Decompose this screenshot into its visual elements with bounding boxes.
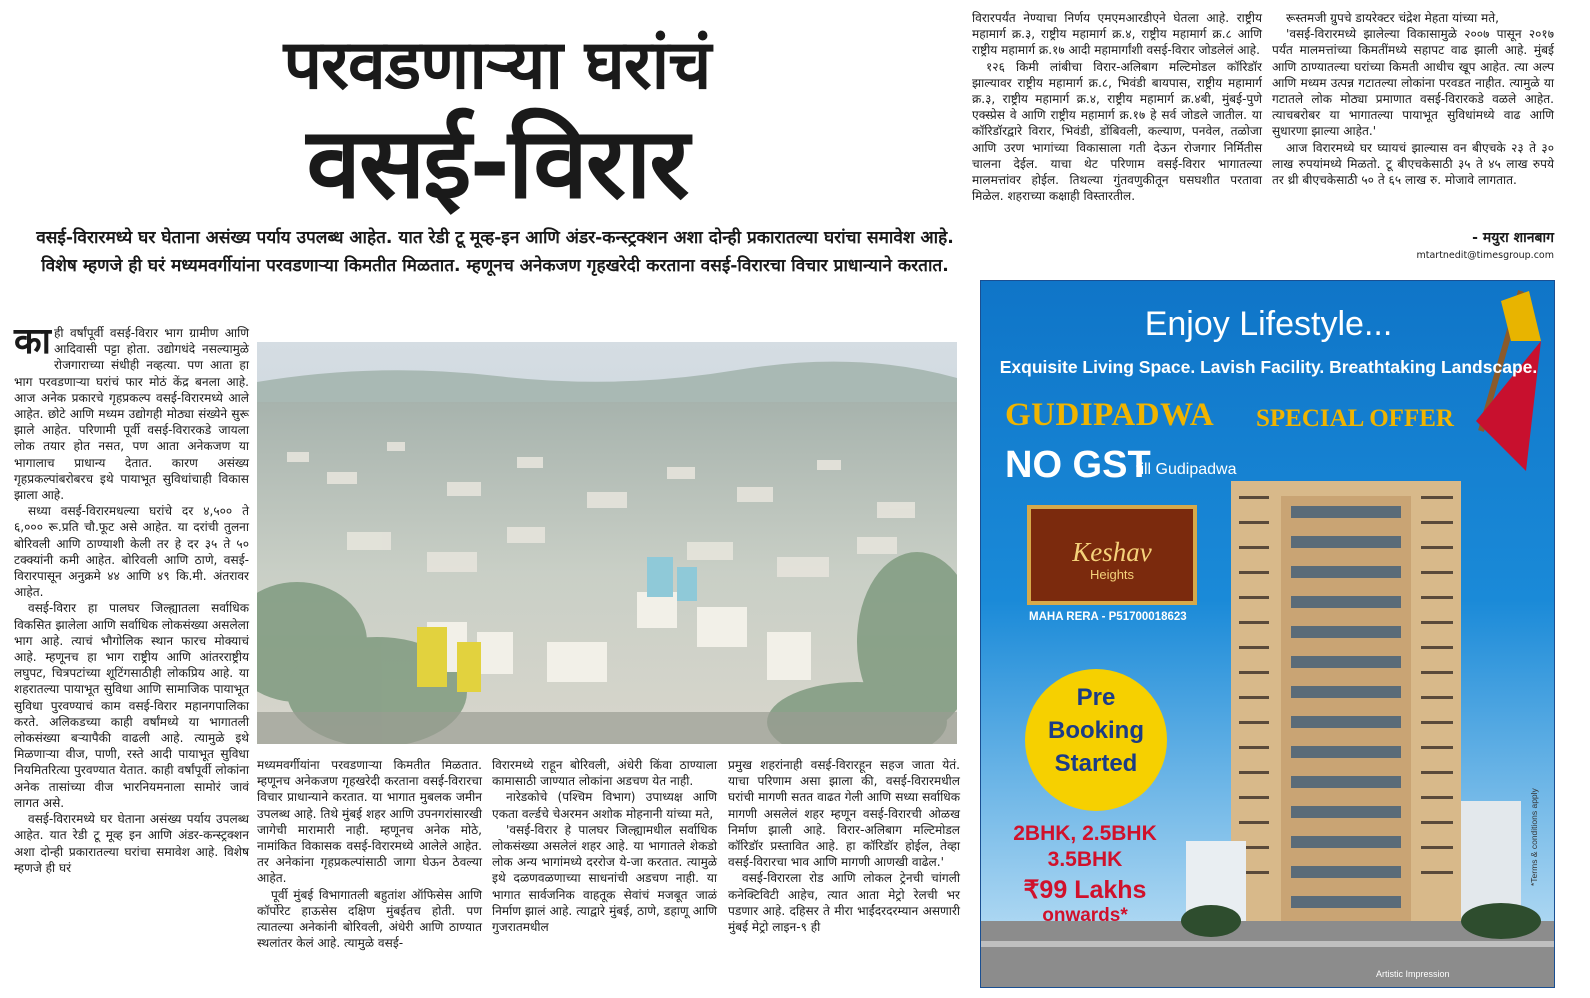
ad-price: ₹99 Lakhs — [1023, 876, 1147, 904]
article-paragraph: विरारपर्यंत नेण्याचा निर्णय एमएमआरडीएने घेतला आहे. राष्ट्रीय महामार्ग क्र.३, राष्ट्रीय महामार्ग क्र.४, राष्ट्रीय महामार्ग क्र.८ आणि राष्ट्रीय महामार्ग क्र.१७ आदी महामार्गांशी वसई-विरार जोडलेलं आहे. — [972, 11, 1262, 58]
article-column-5 — [972, 10, 1262, 204]
logo-name: Keshav — [1072, 537, 1152, 567]
ad-till-gudipadwa: till Gudipadwa — [1136, 461, 1237, 478]
prebook-line-3: Started — [1054, 750, 1138, 777]
article-column-6 — [1272, 10, 1554, 188]
article-paragraph: वसई-विरार हा पालघर जिल्ह्यातला सर्वाधिक विकसित झालेला आणि सर्वाधिक लोकसंख्या असलेला भाग आहे. त्याचं भौगोलिक स्थान फारच मोक्याचं आहे. म्हणूनच हा भाग राष्ट्रीय आणि आंतरराष्ट्रीय लघुपट, चित्रपटांच्या शूटिंगसाठीही लोकप्रिय आहे. या शहरातल्या पायाभूत सुविधा आणि सामाजिक पायाभूत सुविधा पुरवण्याचं काम वसई-विरार महानगपालिका करते. अलिकडच्या काही वर्षांमध्ये या भागातली लोकसंख्या बऱ्यापैकी वाढली आहे. त्यामुळे इथे मिळणाऱ्या वीज, पाणी, रस्ते आदी पायाभूत सुविधा नियमितरित्या पुरवण्यात येतात. काही वर्षांपूर्वी लोकांना अनेक तासांच्या वीज भारनियमनाला सामोरं जावं लागत असे. — [14, 601, 249, 810]
article-paragraph: 'वसई-विरार हे पालघर जिल्ह्यामधील सर्वाधिक लोकसंख्या असलेलं शहर आहे. या भागातले शेकडो लोक अन्य भागांमध्ये दररोज ये-जा करतात. त्यामुळे इथे दळणवळणाच्या साधनांची अडचण नाही. या भागात सार्वजनिक वाहतूक सेवांचं मजबूत जाळं निर्माण झालं आहे. त्याद्वारे मुंबई, ठाणे, डहाणू आणि गुजरातमधील — [492, 822, 717, 935]
headline-line-1: परवडणाऱ्या घरांचं — [283, 26, 711, 105]
article-paragraph: सध्या वसई-विरारमधल्या घरांचे दर ४,५०० ते ६,००० रू.प्रति चौ.फूट असे आहेत. या दरांची तुलना बोरिवली आणि ठाण्याशी केली तर हे दर ३५ ते ५० टक्क्यांनी कमी आहेत. बोरिवली आणि ठाणे, वसई-विरारपासून अनुक्रमे ४४ आणि ४९ कि.मी. अंतरावर आहेत. — [14, 504, 249, 600]
article-column-4 — [728, 757, 960, 935]
ad-offer-title: GUDIPADWA — [1005, 397, 1215, 433]
article-paragraph: पूर्वी मुंबई विभागातली बहुतांश ऑफिसेस आणि कॉर्पोरेट हाऊसेस दक्षिण मुंबईतच होती. पण त्यातल्या अनेकांनी बोरिवली, अंधेरी आणि ठाण्यात स्थलांतर केलं आहे. त्यामुळे वसई- — [257, 887, 482, 951]
article-paragraph: विरारमध्ये राहून बोरिवली, अंधेरी किंवा ठाण्याला कामासाठी जाण्यात लोकांना अडचण येत नाही. — [492, 758, 717, 789]
article-column-3 — [492, 757, 717, 935]
article-paragraph: नारेडकोचे (पश्चिम विभाग) उपाध्यक्ष आणि एकता वर्ल्डचे चेअरमन अशोक मोहनानी यांच्या मते, — [492, 790, 717, 821]
article-deck: वसई-विरारमध्ये घर घेताना असंख्य पर्याय उपलब्ध आहेत. यात रेडी टू मूव्ह-इन आणि अंडर-कन्स्ट्रक्शन अशा दोन्ही प्रकारातल्या घरांचा समावेश आहे. विशेष म्हणजे ही घरं मध्यमवर्गीयांना परवडणाऱ्या किमतीत मिळतात. म्हणूनच अनेकजण गृहखरेदी करताना वसई-विरारचा विचार प्राधान्याने करतात. — [36, 228, 954, 276]
ad-no-gst: NO GST — [1005, 444, 1151, 486]
prebook-line-1: Pre — [1076, 684, 1116, 711]
ad-tagline: Exquisite Living Space. Lavish Facility. Breathtaking Landscape. — [999, 357, 1538, 377]
article-paragraph: मध्यमवर्गीयांना परवडणाऱ्या किमतीत मिळतात. म्हणूनच अनेकजण गृहखरेदी करताना वसई-विरारचा विचार प्राधान्याने करतात. या भागात मुबलक जमीन उपलब्ध आहे. तिथे मुंबई शहर आणि उपनगरांसारखी जागेची मारामारी नाही. म्हणूनच अनेक मोठे, नामांकित विकासक वसई-विरारमध्ये आलेले आहेत. तर अनेकांना गृहप्रकल्पांसाठी जागा घेऊन ठेवल्या आहेत. — [257, 758, 482, 886]
config-line-1: 2BHK, 2.5BHK — [1013, 822, 1157, 845]
keshav-heights-advertisement — [980, 280, 1555, 988]
ad-configurations — [995, 821, 1175, 873]
byline-email: mtartnedit@timesgroup.com — [1416, 250, 1554, 261]
ad-artistic-impression: Artistic Impression — [1376, 969, 1450, 979]
ad-rera-number: MAHA RERA - P51700018623 — [1029, 611, 1187, 623]
article-column-1 — [14, 321, 249, 876]
article-column-2 — [257, 757, 482, 951]
article-paragraph: १२६ किमी लांबीचा विरार-अलिबाग मल्टिमोडल कॉरिडॉर झाल्यावर राष्ट्रीय महामार्ग क्र.८, भिवंडी बायपास, राष्ट्रीय महामार्ग क्र.३, राष्ट्रीय महामार्ग क्र.४, राष्ट्रीय महामार्ग क्र.४बी, मुंबई-पुणे एक्स्प्रेस वे आणि राष्ट्रीय महामार्ग क्र.१७ हे सर्व जोडले जातील. या कॉरिडॉरद्वारे विरार, भिवंडी, डोंबिवली, कल्याण, पनवेल, तळोजा आणि उरण भागांच्या विकासाला गती देऊन रोजगार निर्मितीस चालना देईल. याचा थेट परिणाम वसई-विरार भागातल्या मालमत्तांवर होईल. तिथल्या गुंतवणुकीतून घसघशीत परतावा मिळेल. शहराच्या कक्षाही विस्तारतील. — [972, 59, 1262, 204]
article-paragraph: रूस्तमजी ग्रुपचे डायरेक्टर चंद्रेश मेहता यांच्या मते, — [1286, 11, 1500, 25]
article-paragraph: वसई-विरारला रोड आणि लोकल ट्रेनची चांगली कनेक्टिविटी आहेच, त्यात आता मेट्रो रेलची भर पडणार आहे. दहिसर ते मीरा भाईंदरदरम्यान असणारी मुंबई मेट्रो लाइन-९ ही — [728, 871, 960, 935]
keshav-heights-logo — [1027, 505, 1197, 605]
article-paragraph: आज विरारमध्ये घर घ्यायचं झाल्यास वन बीएचके २३ ते ३० लाख रुपयांमध्ये मिळतो. टू बीएचकेसाठी ३५ ते ४५ लाख रुपये तर थ्री बीएचकेसाठी ५० ते ६५ लाख रु. मोजावे लागतात. — [1272, 140, 1554, 188]
ad-title: Enjoy Lifestyle... — [1144, 305, 1393, 343]
article-paragraph: काही वर्षांपूर्वी वसई-विरार भाग ग्रामीण आणि आदिवासी पट्टा होता. उद्योगधंदे नसल्यामुळे रोजगाराच्या संधीही नव्हत्या. पण आता हा भाग परवडणाऱ्या घरांचं फार मोठं केंद्र बनला आहे. आज अनेक प्रकारचे गृहप्रकल्प वसई-विरारमध्ये आले आहेत. छोटे आणि मध्यम उद्योगही मोठ्या संख्येने सुरू झाले आहेत. परिणामी पूर्वी वसई-विरारकडे जायला लोक तयार होत नसत, पण आता अनेकजण या भागालाच प्राधान्य देतात. कारण असंख्य गृहप्रकल्पांबरोबरच इथे पायाभूत सुविधांचाही विकास झाला आहे. — [14, 321, 249, 503]
prebooking-badge — [1025, 669, 1167, 811]
prebook-line-2: Booking — [1048, 717, 1144, 744]
ad-terms: *Terms & conditions apply — [1529, 788, 1539, 886]
ad-offer-subtitle: SPECIAL OFFER — [1256, 405, 1454, 432]
article-paragraph: 'वसई-विरारमध्ये झालेल्या विकासामुळे २००७ पासून २०१७ पर्यंत मालमत्तांच्या किमतींमध्ये सहापट वाढ झाली आहे. मुंबई आणि ठाण्यातल्या घरांच्या किमती आधीच खूप आहेत. त्या अल्प आणि मध्यम उत्पन्न गटातल्या लोकांना परवडत नाहीत. त्यामुळे या गटातले लोक मोठ्या प्रमाणात वसई-विरारकडे वळले आहेत. त्याचबरोबर या भागातल्या पायाभूत सुविधांमध्ये वाढ आणि सुधारणा झाल्या आहेत.' — [1272, 27, 1554, 139]
headline-line-2: वसई-विरार — [306, 107, 688, 221]
logo-subtitle: Heights — [1089, 567, 1135, 582]
article-paragraph: प्रमुख शहरांनाही वसई-विरारहून सहज जाता येतं. याचा परिणाम असा झाला की, वसई-विरारमधील घरांची मागणी सतत वाढत गेली आणि सध्या सर्वाधिक मागणी असलेलं शहर म्हणून वसई-विरारची ओळख निर्माण झाली आहे. विरार-अलिबाग मल्टिमोडल कॉरिडॉर प्रस्तावित आहे. हा कॉरिडॉर होईल, तेव्हा वसई-विरारचा भाव आणि मागणी आणखी वाढेल.' — [728, 758, 960, 870]
ad-onwards: onwards* — [1042, 905, 1128, 926]
article-paragraph: वसई-विरारमध्ये घर घेताना असंख्य पर्याय उपलब्ध आहेत. यात रेडी टू मूव्ह इन आणि अंडर-कन्स्ट्रक्शन अशा दोन्ही प्रकारातल्या घरांचा समावेश आहे. विशेष म्हणजे ही घरं — [14, 812, 249, 875]
dropcap: का — [14, 321, 51, 362]
byline: - मयुरा शानबाग — [1472, 230, 1554, 246]
config-line-2: 3.5BHK — [1047, 848, 1123, 871]
cityscape-photo — [257, 342, 957, 744]
